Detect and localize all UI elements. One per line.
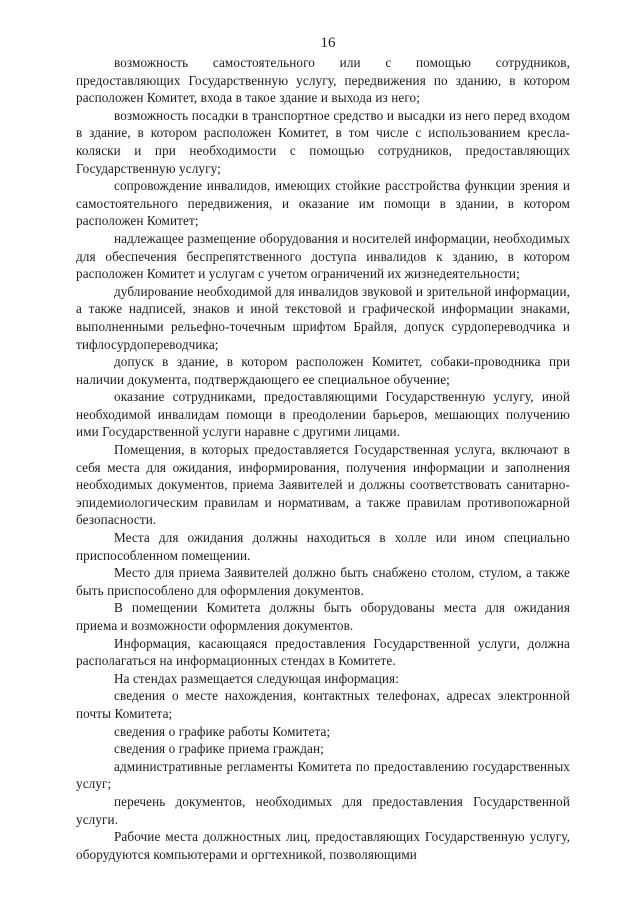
paragraph: В помещении Комитета должны быть оборудованы места для ожидания приема и возможности оформления документов. bbox=[76, 600, 570, 633]
paragraph: надлежащее размещение оборудования и носителей информации, необходимых для обеспечения беспрепятственного доступа инвалидов к зданию, в котором расположен Комитет и услугам с учетом ограничений их жизнедеятельности; bbox=[76, 230, 570, 282]
paragraph: возможность посадки в транспортное средство и высадки из него перед входом в здание, в котором расположен Комитет, в том числе с использованием кресла-коляски и при необходимости с помощью сотрудников, предоставляющих Государственную услугу; bbox=[76, 107, 570, 176]
paragraph: Места для ожидания должны находиться в холле или ином специально приспособленном помещении. bbox=[76, 530, 570, 563]
body-text bbox=[76, 54, 570, 863]
paragraph: На стендах размещается следующая информация: bbox=[114, 670, 399, 686]
paragraph: административные регламенты Комитета по предоставлению государственных услуг; bbox=[76, 758, 570, 792]
paragraph: сопровождение инвалидов, имеющих стойкие расстройства функции зрения и самостоятельного передвижения, и оказание им помощи в здании, в котором расположен Комитет; bbox=[76, 178, 570, 229]
paragraph: дублирование необходимой для инвалидов звуковой и зрительной информации, а также надписей, знаков и иной текстовой и графической информации знаками, выполненными рельефно-точечным шрифтом Брайля, допуск сурдопереводчика и тифлосурдопереводчика; bbox=[76, 283, 570, 352]
paragraph: сведения о графике приема граждан; bbox=[114, 741, 324, 757]
paragraph: перечень документов, необходимых для предоставления Государственной услуги. bbox=[76, 793, 570, 827]
paragraph: оказание сотрудниками, предоставляющими Государственную услугу, иной необходимой инвалидам помощи в преодолении барьеров, мешающих получению ими Государственной услуги наравне с другими лицами. bbox=[76, 389, 570, 440]
paragraph: сведения о месте нахождения, контактных телефонах, адресах электронной почты Комитета; bbox=[76, 688, 570, 721]
page-number: 16 bbox=[320, 35, 336, 51]
paragraph: Рабочие места должностных лиц, предоставляющих Государственную услугу, оборудуются компьютерами и оргтехникой, позволяющими bbox=[76, 829, 570, 862]
paragraph: Информация, касающаяся предоставления Государственной услуги, должна располагаться на информационных стендах в Комитете. bbox=[76, 635, 570, 669]
paragraph: Помещения, в которых предоставляется Государственная услуга, включают в себя места для ожидания, информирования, получения информации и заполнения необходимых документов, приема Заявителей и должны соответствовать санитарно-эпидемиологическим правилам и нормативам, а также правилам противопожарной безопасности. bbox=[76, 442, 570, 528]
paragraph: возможность самостоятельного или с помощью сотрудников, предоставляющих Государственную услугу, передвижения по зданию, в котором расположен Комитет, входа в такое здание и выхода из него; bbox=[76, 55, 570, 106]
paragraph: сведения о графике работы Комитета; bbox=[114, 723, 331, 739]
paragraph: Место для приема Заявителей должно быть снабжено столом, стулом, а также быть приспособлено для оформления документов. bbox=[76, 565, 570, 598]
paragraph: допуск в здание, в котором расположен Комитет, собаки-проводника при наличии документа, подтверждающего ее специальное обучение; bbox=[76, 354, 570, 387]
